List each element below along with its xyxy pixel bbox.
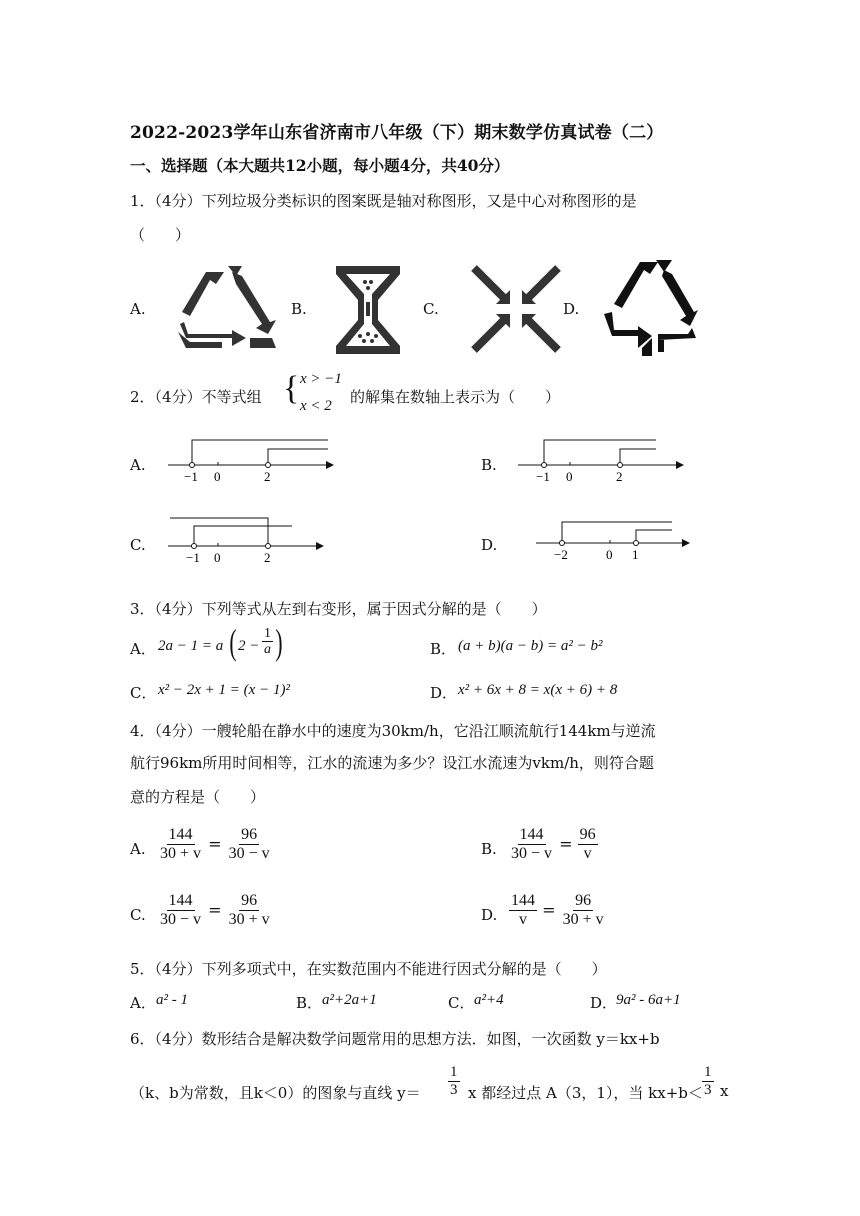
frac-den: 3 — [704, 1081, 712, 1098]
q4-option-c-equation — [158, 892, 272, 928]
q2-brace: { — [283, 370, 300, 407]
q1-option-c-label[interactable]: C. — [423, 300, 439, 318]
q2-option-c-label[interactable]: C. — [130, 536, 146, 554]
q1-option-a-label[interactable]: A. — [130, 300, 146, 318]
q2-system-top: x > −1 — [300, 371, 342, 387]
tick-label: 2 — [616, 469, 623, 484]
tick-label: −1 — [186, 550, 200, 565]
q5-option-c-expr: a²+4 — [474, 992, 504, 1008]
frac-den: 30 + v — [228, 910, 270, 928]
q1-option-b-label[interactable]: B. — [291, 300, 307, 318]
frac-den: 30 − v — [511, 844, 553, 862]
q4-line1: 4．（4分）一艘轮船在静水中的速度为30km/h，它沿江顺流航行144km与逆流 — [130, 722, 656, 740]
q5-option-d-expr: 9a² - 6a+1 — [616, 992, 681, 1008]
frac-num: 1 — [704, 1064, 712, 1080]
q2-number-line-a — [164, 434, 334, 486]
frac-den: 30 + v — [160, 844, 202, 862]
q5-option-b-label[interactable]: B． — [296, 994, 323, 1012]
q5-option-b-expr: a²+2a+1 — [322, 992, 377, 1008]
hourglass-icon — [332, 262, 404, 358]
equals-sign: = — [208, 900, 222, 920]
q2-number-line-c — [164, 512, 334, 568]
frac-num: 96 — [241, 826, 258, 843]
q4-option-b-label[interactable]: B. — [481, 840, 497, 858]
q4-option-b-equation — [509, 826, 598, 862]
frac-den: v — [583, 844, 592, 862]
section-heading: 一、选择题（本大题共12小题，每小题4分，共40分） — [130, 156, 510, 175]
frac-num: 144 — [168, 892, 193, 909]
q3-a-paren-left: ( — [229, 622, 237, 662]
converging-arrows-icon — [468, 262, 564, 356]
frac-num: 144 — [511, 892, 535, 909]
q2-stem-pre: 2．（4分）不等式组 — [130, 388, 262, 406]
q2-system-bottom: x < 2 — [300, 398, 332, 414]
frac-den: 30 − v — [160, 910, 202, 928]
frac-num: 96 — [579, 826, 596, 843]
tick-label: −1 — [536, 469, 550, 484]
equals-sign: = — [208, 834, 222, 854]
q2-stem-post: 的解集在数轴上表示为（ ） — [350, 388, 561, 406]
q3-option-d-label[interactable]: D． — [430, 684, 458, 702]
q4-option-d-equation — [509, 892, 606, 928]
q6-fraction-1 — [448, 1064, 460, 1098]
q1-stem-line2: （ ） — [130, 226, 191, 244]
tick-label: 2 — [264, 469, 271, 484]
q2-number-line-d — [532, 512, 692, 568]
q6-line1: 6．（4分）数形结合是解决数学问题常用的思想方法．如图，一次函数 y＝kx+b — [130, 1030, 660, 1048]
q3-a-paren-pre: 2 − — [238, 638, 260, 654]
q2-option-a-label[interactable]: A. — [130, 456, 146, 474]
q1-option-d-label[interactable]: D. — [563, 300, 580, 318]
q6-line2-pre: （k、b为常数，且k＜0）的图象与直线 y＝ — [130, 1084, 421, 1102]
q2-number-line-b — [514, 434, 684, 486]
q5-option-a-expr: a² - 1 — [156, 992, 188, 1008]
q6-line2-mid: x 都经过点 A（3，1），当 kx+b＜ — [468, 1084, 703, 1102]
tick-label: −1 — [184, 469, 198, 484]
recycle-triangle-icon — [172, 262, 284, 358]
q3-option-c-expr: x² − 2x + 1 = (x − 1)² — [158, 682, 290, 698]
q6-line2-post: x — [720, 1082, 729, 1100]
q6-fraction-2 — [702, 1064, 714, 1098]
q3-option-b-label[interactable]: B． — [430, 640, 457, 658]
q2-option-b-label[interactable]: B. — [481, 456, 497, 474]
q5-stem: 5．（4分）下列多项式中，在实数范围内不能进行因式分解的是（ ） — [130, 960, 607, 978]
q5-option-a-label[interactable]: A． — [130, 994, 156, 1012]
tick-label: 0 — [566, 469, 573, 484]
frac-den: a — [264, 642, 271, 658]
tick-label: 0 — [214, 550, 221, 565]
q4-option-a-label[interactable]: A. — [130, 840, 146, 858]
page-title: 2022-2023学年山东省济南市八年级（下）期末数学仿真试卷（二） — [130, 123, 664, 143]
q5-option-d-label[interactable]: D． — [590, 994, 618, 1012]
frac-den: 30 + v — [562, 910, 604, 928]
q3-option-c-label[interactable]: C． — [130, 684, 157, 702]
equals-sign: = — [559, 834, 573, 854]
q4-option-d-label[interactable]: D. — [481, 906, 498, 924]
frac-num: 96 — [575, 892, 592, 909]
q4-option-a-equation — [158, 826, 272, 862]
frac-num: 144 — [168, 826, 193, 843]
recycle-bold-icon — [600, 256, 700, 360]
tick-label: 0 — [214, 469, 221, 484]
q3-a-fraction — [262, 626, 273, 658]
equals-sign: = — [542, 900, 556, 920]
tick-label: −2 — [554, 547, 568, 562]
tick-label: 2 — [264, 550, 271, 565]
tick-label: 0 — [606, 547, 613, 562]
q3-option-d-expr: x² + 6x + 8 = x(x + 6) + 8 — [458, 682, 618, 698]
q3-a-paren-right: ) — [275, 622, 283, 662]
q3-option-a-label[interactable]: A． — [130, 640, 156, 658]
q1-stem-line1: 1．（4分）下列垃圾分类标识的图案既是轴对称图形，又是中心对称图形的是 — [130, 192, 637, 210]
q5-option-c-label[interactable]: C． — [448, 994, 475, 1012]
q3-stem: 3．（4分）下列等式从左到右变形，属于因式分解的是（ ） — [130, 600, 547, 618]
tick-label: 1 — [632, 547, 639, 562]
q4-line3: 意的方程是（ ） — [130, 788, 266, 806]
frac-num: 1 — [264, 626, 271, 641]
frac-den: 30 − v — [228, 844, 270, 862]
frac-den: v — [519, 910, 527, 928]
frac-den: 3 — [450, 1081, 458, 1098]
q2-option-d-label[interactable]: D. — [481, 536, 498, 554]
q3-option-a-lhs: 2a − 1 = a — [158, 638, 224, 654]
q3-option-b-expr: (a + b)(a − b) = a² − b² — [458, 638, 603, 654]
q4-option-c-label[interactable]: C. — [130, 906, 146, 924]
q4-line2: 航行96km所用时间相等，江水的流速为多少？设江水流速为vkm/h，则符合题 — [130, 754, 654, 772]
frac-num: 144 — [519, 826, 544, 843]
frac-num: 1 — [450, 1064, 458, 1080]
frac-num: 96 — [241, 892, 258, 909]
